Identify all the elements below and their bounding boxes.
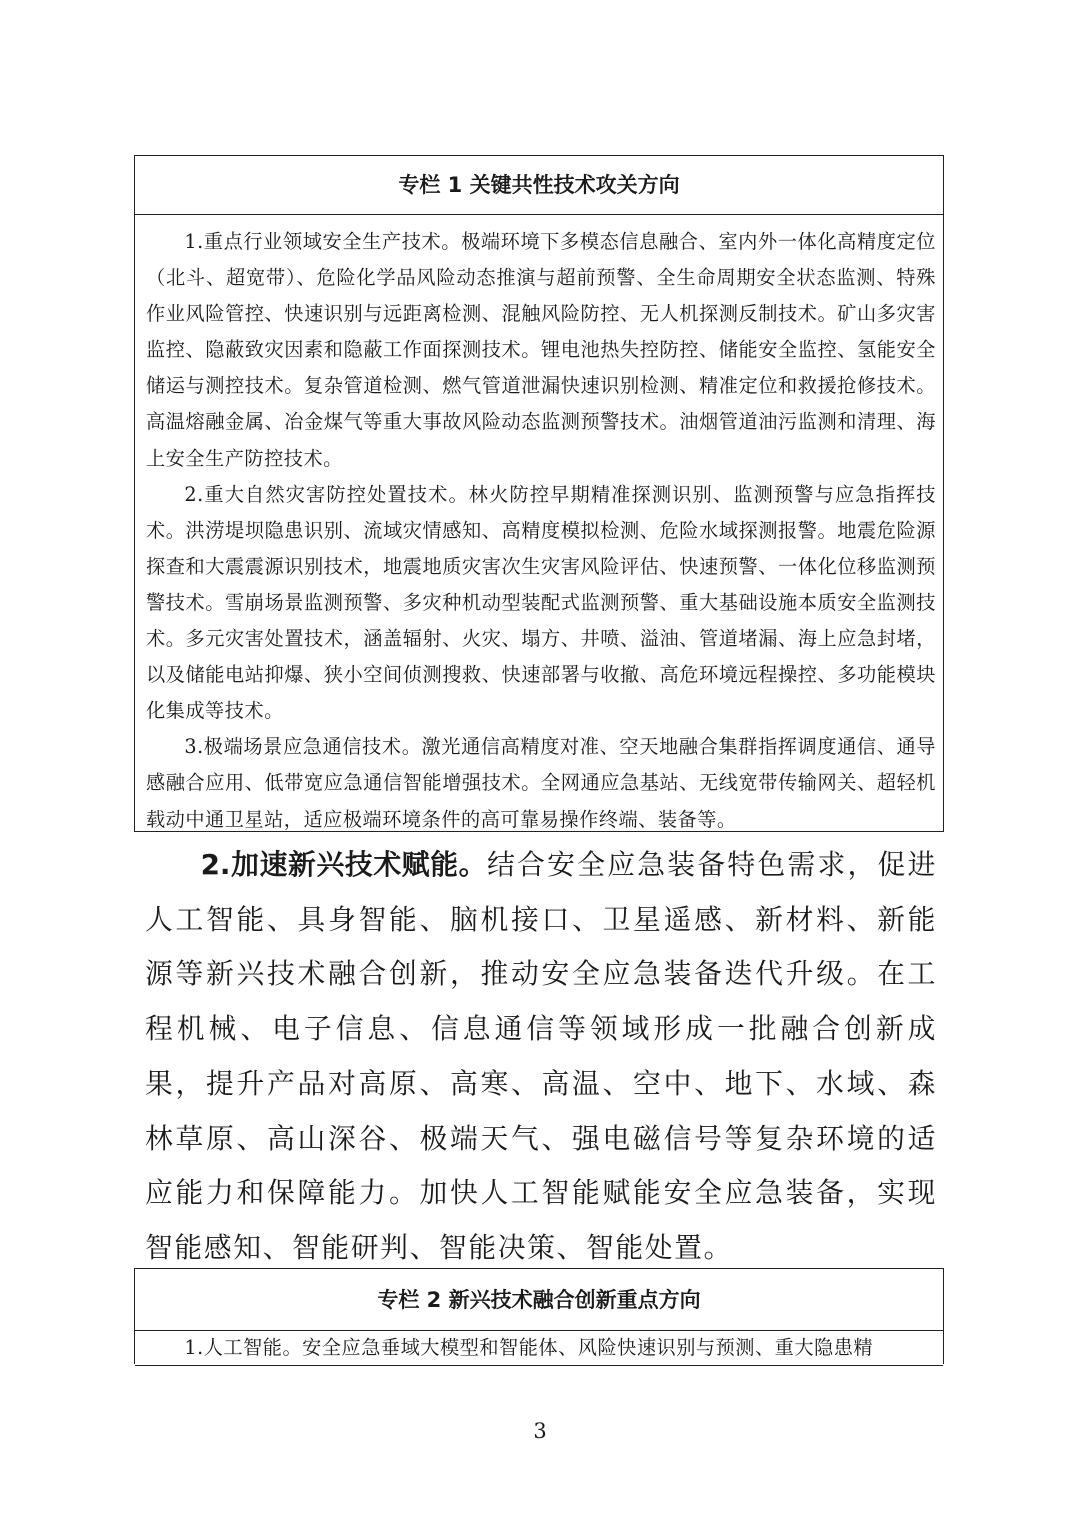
feature-box-1-paragraph-1: 1.重点行业领域安全生产技术。极端环境下多模态信息融合、室内外一体化高精度定位（北斗、超宽带）、危险化学品风险动态推演与超前预警、全生命周期安全状态监测、特殊作业风险管控、快速识别与远距离检测、混触风险防控、无人机探测反制技术。矿山多灾害监控、隐蔽致灾因素和隐蔽工作面探测技术。锂电池热失控防控、储能安全监控、氢能安全储运与测控技术。复杂管道检测、燃气管道泄漏快速识别检测、精准定位和救援抢修技术。高温熔融金属、冶金煤气等重大事故风险动态监测预警技术。油烟管道油污监测和清理、海上安全生产防控技术。 xyxy=(146,230,936,470)
feature-box-2 xyxy=(134,1268,944,1364)
page-number: 3 xyxy=(533,1419,547,1443)
feature-box-1 xyxy=(134,155,944,832)
body-text: 结合安全应急装备特色需求，促进人工智能、具身智能、脑机接口、卫星遥感、新材料、新能源等新兴技术融合创新，推动安全应急装备迭代升级。在工程机械、电子信息、信息通信等领域形成一批融合创新成果，提升产品对高原、高寒、高温、空中、地下、水域、森林草原、高山深谷、极端天气、强电磁信号等复杂环境的适应能力和保障能力。加快人工智能赋能安全应急装备，实现智能感知、智能研判、智能决策、智能处置。 xyxy=(145,848,937,1264)
feature-box-1-body xyxy=(135,215,943,838)
feature-box-1-paragraph-3: 3.极端场景应急通信技术。激光通信高精度对准、空天地融合集群指挥调度通信、通导感融合应用、低带宽应急通信智能增强技术。全网通应急基站、无线宽带传输网关、超轻机载动中通卫星站，适应极端环境条件的高可靠易操作终端、装备等。 xyxy=(146,735,936,831)
section-heading: 2.加速新兴技术赋能。 xyxy=(200,848,488,881)
feature-box-2-paragraph-1: 1.人工智能。安全应急垂域大模型和智能体、风险快速识别与预测、重大隐患精 xyxy=(184,1336,874,1359)
feature-box-2-body xyxy=(135,1331,943,1366)
feature-box-1-paragraph-2: 2.重大自然灾害防控处置技术。林火防控早期精准探测识别、监测预警与应急指挥技术。洪涝堤坝隐患识别、流域灾情感知、高精度模拟检测、危险水域探测报警。地震危险源探查和大震震源识别技术，地震地质灾害次生灾害风险评估、快速预警、一体化位移监测预警技术。雪崩场景监测预警、多灾种机动型装配式监测预警、重大基础设施本质安全监测技术。多元灾害处置技术，涵盖辐射、火灾、塌方、井喷、溢油、管道堵漏、海上应急封堵，以及储能电站抑爆、狭小空间侦测搜救、快速部署与收撤、高危环境远程操控、多功能模块化集成等技术。 xyxy=(146,482,936,723)
body-paragraph xyxy=(145,838,937,1276)
feature-box-1-title: 专栏 1 关键共性技术攻关方向 xyxy=(135,156,943,215)
feature-box-2-title: 专栏 2 新兴技术融合创新重点方向 xyxy=(135,1269,943,1331)
